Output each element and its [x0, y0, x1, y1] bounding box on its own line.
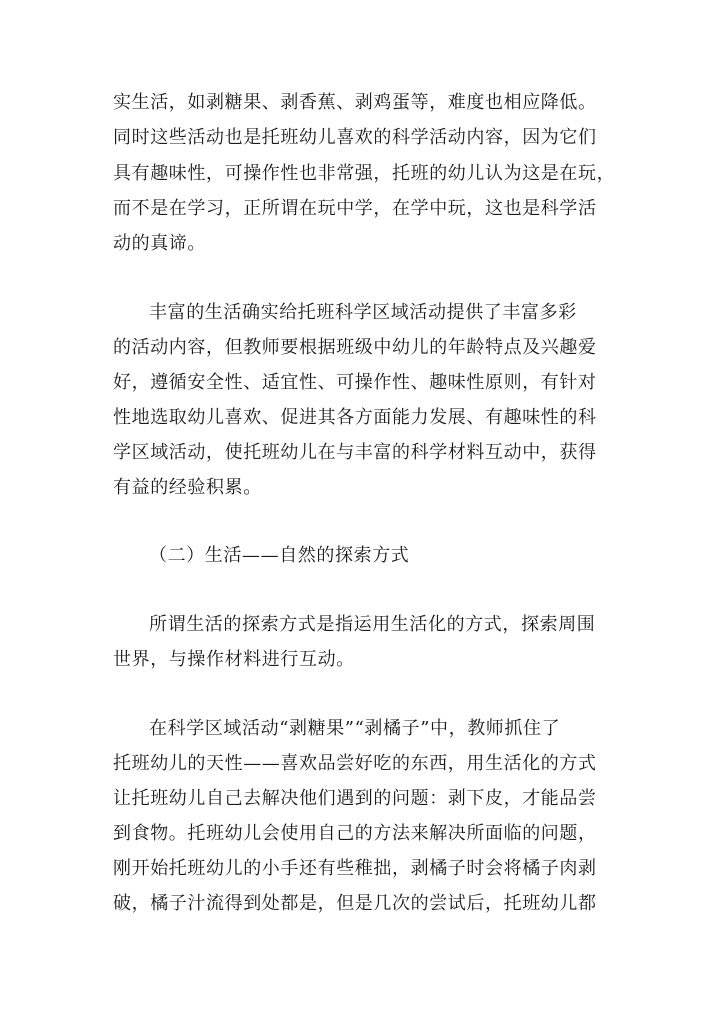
paragraph-2-line-5: 学区域活动，使托班幼儿在与丰富的科学材料互动中，获得	[113, 442, 597, 463]
paragraph-1-line-5: 动的真谛。	[113, 233, 206, 254]
paragraph-1-line-1: 实生活，如剥糖果、剥香蕉、剥鸡蛋等，难度也相应降低。	[113, 92, 597, 113]
paragraph-2-line-6: 有益的经验积累。	[113, 477, 262, 498]
paragraph-2-line-1: 丰富的生活确实给托班科学区域活动提供了丰富多彩	[149, 302, 577, 323]
paragraph-3-line-1: 所谓生活的探索方式是指运用生活化的方式，探索周围	[149, 614, 596, 635]
paragraph-2-line-2: 的活动内容，但教师要根据班级中幼儿的年龄特点及兴趣爱	[113, 337, 597, 358]
paragraph-2-line-3: 好，遵循安全性、适宜性、可操作性、趣味性原则，有针对	[113, 372, 597, 393]
paragraph-4-line-4: 到食物。托班幼儿会使用自己的方法来解决所面临的问题，	[113, 823, 597, 844]
paragraph-4-line-2: 托班幼儿的天性——喜欢品尝好吃的东西，用生活化的方式	[113, 753, 597, 774]
paragraph-4-line-3: 让托班幼儿自己去解决他们遇到的问题：剥下皮，才能品尝	[113, 788, 597, 809]
paragraph-3-line-2: 世界，与操作材料进行互动。	[113, 649, 355, 670]
paragraph-4-line-6: 破，橘子汁流得到处都是，但是几次的尝试后，托班幼儿都	[113, 893, 597, 914]
section-heading: （二）生活——自然的探索方式	[149, 545, 410, 566]
paragraph-1-line-2: 同时这些活动也是托班幼儿喜欢的科学活动内容，因为它们	[113, 127, 597, 148]
paragraph-1-line-3: 具有趣味性，可操作性也非常强，托班的幼儿认为这是在玩，	[113, 163, 616, 184]
paragraph-1-line-4: 而不是在学习，正所谓在玩中学，在学中玩，这也是科学活	[113, 198, 597, 219]
paragraph-4-line-5: 刚开始托班幼儿的小手还有些稚拙，剥橘子时会将橘子肉剥	[113, 858, 597, 879]
paragraph-4-line-1: 在科学区域活动“剥糖果”“剥橘子”中，教师抓住了	[149, 718, 561, 739]
paragraph-2-line-4: 性地选取幼儿喜欢、促进其各方面能力发展、有趣味性的科	[113, 407, 597, 428]
